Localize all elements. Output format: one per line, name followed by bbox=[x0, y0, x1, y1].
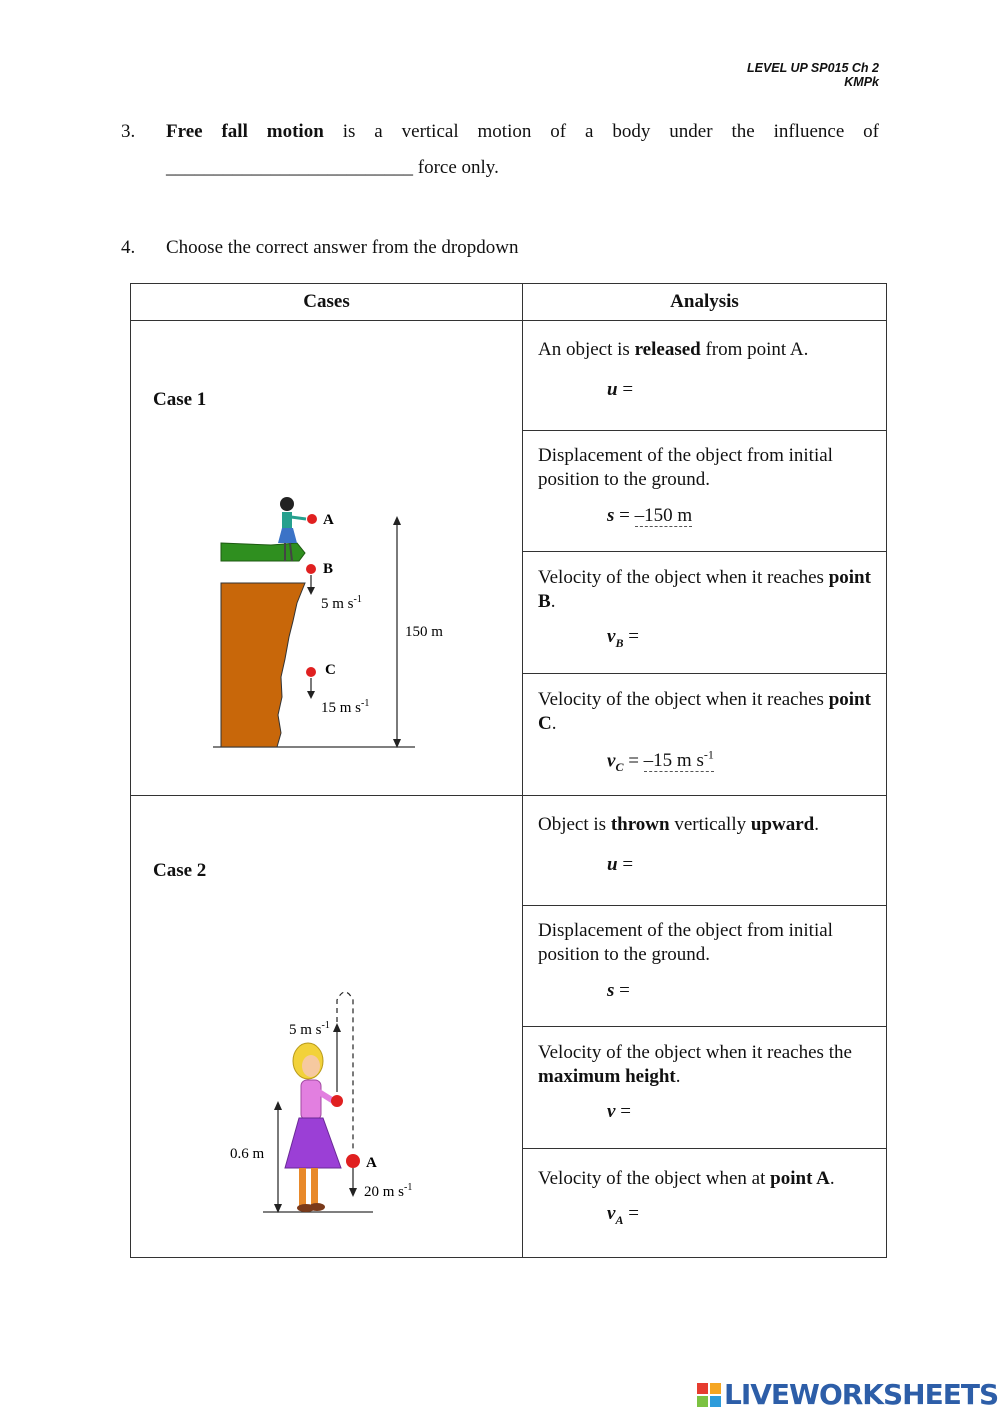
q3-tail: force only. bbox=[417, 157, 499, 178]
case1-vb-equation: $v_B$ = bbox=[607, 626, 644, 650]
speed-c-label: 15 m $s^{-1}$ bbox=[321, 698, 370, 716]
q3-blank[interactable]: __________________________ bbox=[166, 157, 413, 178]
height-label: 0.6 m bbox=[230, 1146, 265, 1162]
header-institution: KMPk bbox=[844, 75, 879, 89]
case2-row-max-height: Velocity of the object when it reaches the maximum height. v = bbox=[523, 1027, 887, 1149]
case1-u-equation: u = bbox=[607, 379, 638, 400]
case2-row-thrown: Object is thrown vertically upward. u = bbox=[523, 796, 887, 906]
speed-b-label: 5 m $s^{-1}$ bbox=[321, 594, 362, 612]
case1-vc-equation: $v_C = -15$ m $s^{-1}$ bbox=[607, 748, 714, 775]
q3-line2 bbox=[166, 157, 499, 179]
point-a-label: A bbox=[366, 1155, 377, 1171]
case2-va-equation: $v_A$ = bbox=[607, 1203, 644, 1227]
q3-number: 3. bbox=[121, 121, 136, 142]
ball-hand bbox=[331, 1095, 343, 1107]
document-header bbox=[747, 61, 879, 89]
table-row bbox=[131, 796, 887, 906]
ball-C bbox=[306, 667, 316, 677]
q3-body: is a vertical motion of a body under the influence of bbox=[342, 121, 879, 142]
analysis-table bbox=[130, 283, 887, 1258]
case1-label: Case 1 bbox=[153, 389, 207, 410]
ball-A bbox=[307, 514, 317, 524]
case2-row-displacement: Displacement of the object from initial position to the ground. s = bbox=[523, 906, 887, 1027]
q3-term: Free fall motion bbox=[166, 121, 324, 142]
case1-row-release: An object is released from point A. u = bbox=[523, 321, 887, 431]
point-a-label: A bbox=[323, 512, 334, 528]
case1-row-displacement: Displacement of the object from initial position to the ground. s = –150 m bbox=[523, 431, 887, 552]
header-course: LEVEL UP SP015 Ch 2 bbox=[747, 61, 879, 75]
thrower-diagram bbox=[131, 796, 521, 1258]
point-c-label: C bbox=[325, 662, 336, 678]
ball-B bbox=[306, 564, 316, 574]
trajectory-path bbox=[337, 992, 353, 1152]
cliff-diagram bbox=[131, 321, 521, 795]
header-cases: Cases bbox=[131, 284, 523, 321]
header-analysis: Analysis bbox=[523, 284, 887, 321]
footer-brand: LIVEWORKSHEETS bbox=[724, 1378, 999, 1411]
point-b-label: B bbox=[323, 561, 334, 577]
case2-u-equation: u = bbox=[607, 854, 638, 875]
case2-cell bbox=[131, 796, 523, 1258]
q4-number: 4. bbox=[121, 237, 136, 258]
q3-text bbox=[166, 121, 879, 143]
case1-s-equation: s = –150 m bbox=[607, 505, 693, 526]
girl-icon bbox=[285, 1043, 341, 1212]
case2-v-equation: v = bbox=[607, 1101, 636, 1122]
case1-vc-dropdown[interactable]: –15 m $s^{-1}$ bbox=[643, 748, 714, 772]
speed-a-label: 20 m $s^{-1}$ bbox=[364, 1182, 413, 1200]
liveworksheets-footer bbox=[697, 1378, 998, 1411]
case2-s-equation: s = bbox=[607, 980, 635, 1001]
table-header-row bbox=[131, 284, 887, 321]
q4-text: Choose the correct answer from the dropdown bbox=[166, 237, 519, 258]
table-row bbox=[131, 321, 887, 431]
case1-s-dropdown[interactable]: –150 m bbox=[634, 505, 693, 526]
speed-up-label: 5 m $s^{-1}$ bbox=[289, 1020, 330, 1038]
liveworksheets-logo-icon bbox=[697, 1383, 721, 1407]
case2-label: Case 2 bbox=[153, 860, 207, 881]
case1-cell bbox=[131, 321, 523, 796]
cliff-shape bbox=[221, 583, 305, 747]
case1-row-point-c: Velocity of the object when it reaches point C. $v_C = -15$ m $s^{-1}$ bbox=[523, 674, 887, 796]
case2-row-point-a: Velocity of the object when at point A. $v_A$ = bbox=[523, 1149, 887, 1258]
case1-row-point-b: Velocity of the object when it reaches point B. $v_B$ = bbox=[523, 552, 887, 674]
ball-A bbox=[346, 1154, 360, 1168]
height-label: 150 m bbox=[405, 624, 443, 640]
